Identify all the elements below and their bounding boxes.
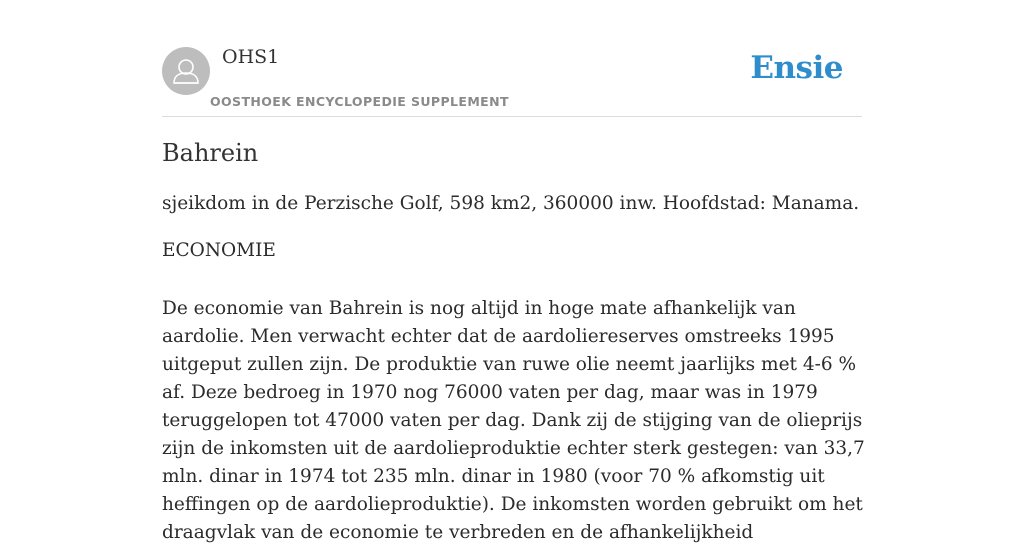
page-container — [162, 0, 865, 543]
source-title[interactable]: OOSTHOEK ENCYCLOPEDIE SUPPLEMENT — [210, 94, 509, 109]
site-logo[interactable]: Ensie — [750, 50, 843, 86]
section-heading: ECONOMIE — [162, 240, 276, 261]
article-lead: sjeikdom in de Perzische Golf, 598 km2, 360000 inw. Hoofdstad: Manama. — [162, 193, 860, 214]
user-icon — [162, 47, 210, 95]
article-title: Bahrein — [162, 139, 259, 167]
article-header — [162, 0, 862, 117]
author-name[interactable]: OHS1 — [222, 46, 280, 68]
article-body: De economie van Bahrein is nog altijd in hoge mate afhankelijk van aardolie. Men verwacht echter dat de aardoliereserves omstreeks 1995 uitgeput zullen zijn. De produktie van ruwe olie neemt jaarlijks met 4-6 % af. Deze bedroeg in 1970 nog 76000 vaten per dag, maar was in 1979 teruggelopen tot 47000 vaten per dag. Dank zij de stijging van de olieprijs zijn de inkomsten uit de aardolieproduktie echter sterk gestegen: van 33,7 mln. dinar in 1974 tot 235 mln. dinar in 1980 (voor 70 % afkomstig uit heffingen op de aardolieproduktie). De inkomsten worden gebruikt om het draagvlak van de economie te verbreden en de afhankelijkheid — [162, 298, 865, 543]
author-avatar[interactable] — [162, 47, 210, 95]
